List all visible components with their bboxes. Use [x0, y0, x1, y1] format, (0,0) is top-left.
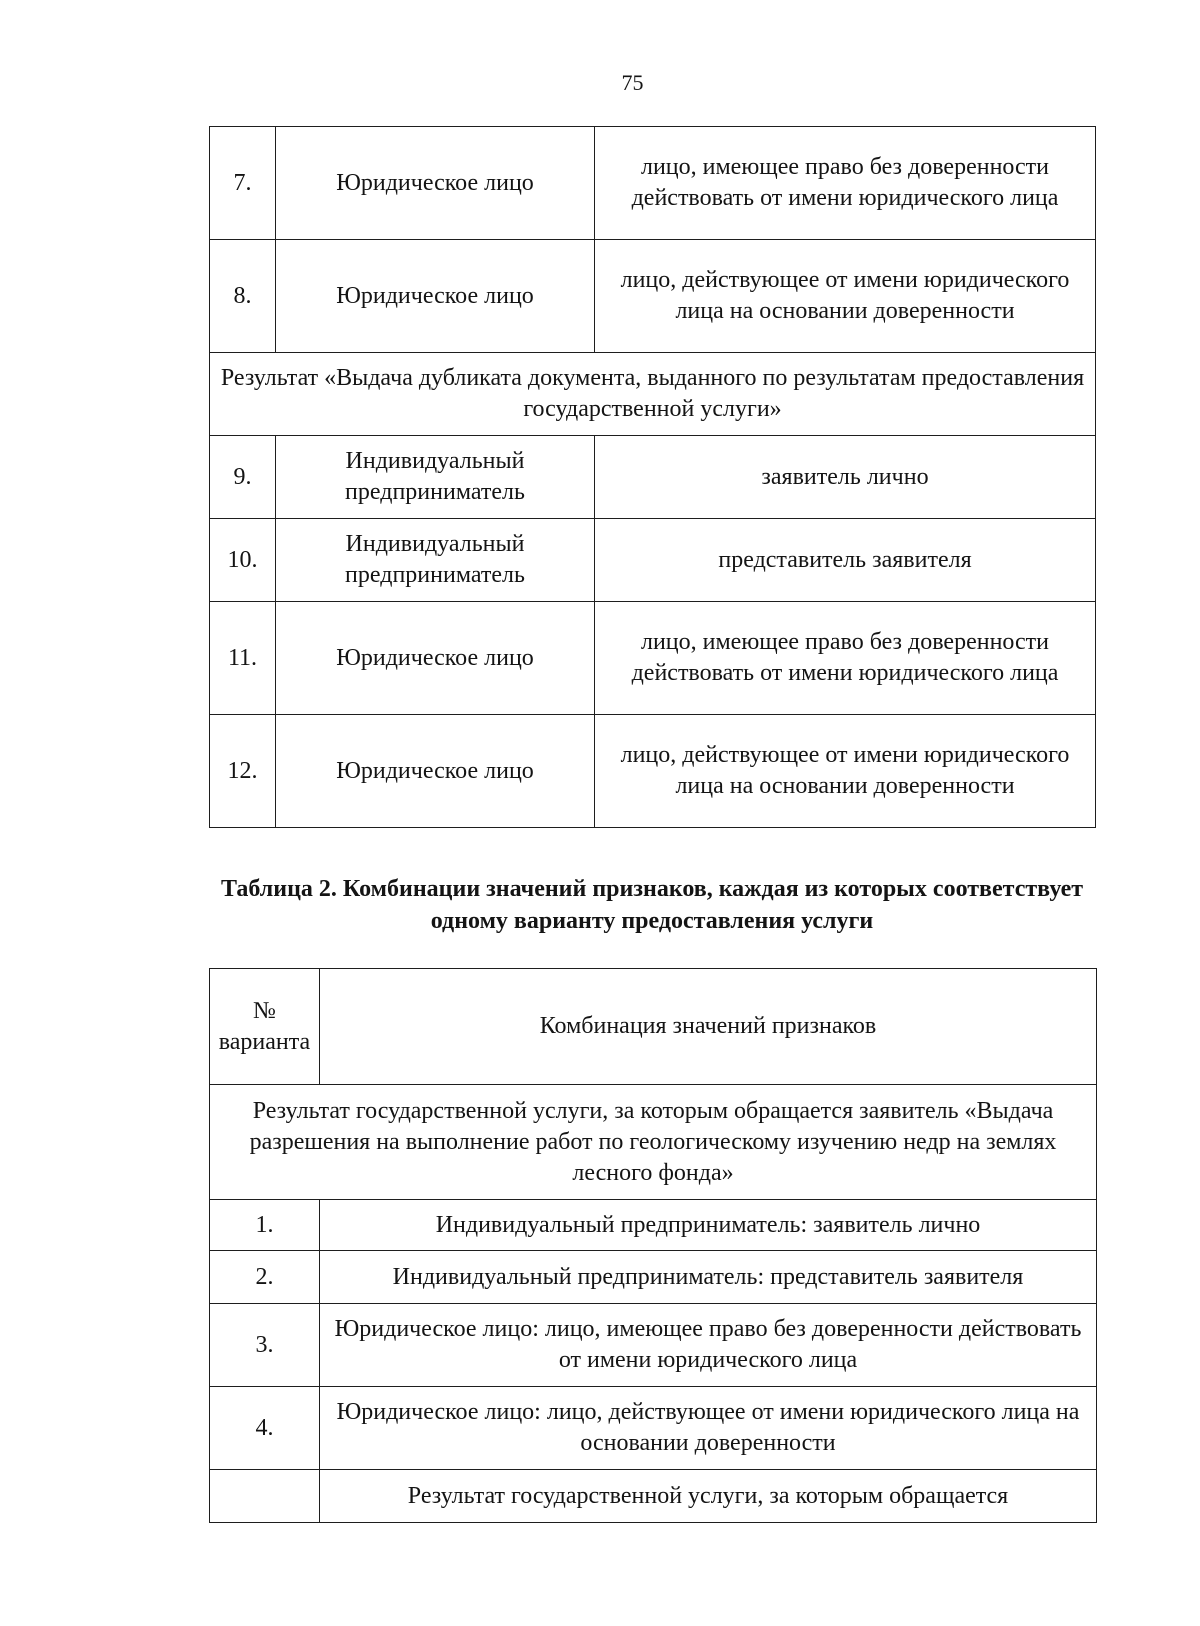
applicant-attribute: заявитель лично — [595, 436, 1096, 519]
variant-number-header: № варианта — [210, 969, 320, 1085]
applicant-type: Индивидуальный предприниматель — [276, 436, 595, 519]
row-number: 10. — [210, 519, 276, 602]
applicant-type: Индивидуальный предприниматель — [276, 519, 595, 602]
applicant-type: Юридическое лицо — [276, 240, 595, 353]
result-header-row — [210, 353, 1096, 436]
row-number: 9. — [210, 436, 276, 519]
table-row — [210, 436, 1096, 519]
variant-number: 4. — [210, 1387, 320, 1470]
applicant-attribute: лицо, действующее от имени юридического лица на основании доверенности — [595, 240, 1096, 353]
result-header: Результат «Выдача дубликата документа, выданного по результатам предоставления государственной услуги» — [210, 353, 1096, 436]
applicant-type: Юридическое лицо — [276, 127, 595, 240]
table-row — [210, 1304, 1097, 1387]
combination-value: Индивидуальный предприниматель: представитель заявителя — [320, 1251, 1097, 1304]
table-row — [210, 602, 1096, 715]
combination-header: Комбинация значений признаков — [320, 969, 1097, 1085]
table-row — [210, 1470, 1097, 1523]
combination-value: Индивидуальный предприниматель: заявитель лично — [320, 1200, 1097, 1251]
variant-number: 3. — [210, 1304, 320, 1387]
combination-value: Юридическое лицо: лицо, действующее от имени юридического лица на основании доверенности — [320, 1387, 1097, 1470]
table-2-caption: Таблица 2. Комбинации значений признаков, каждая из которых соответствует одному варианту предоставления услуги — [220, 876, 1084, 934]
table-row — [210, 715, 1096, 828]
applicant-attribute: лицо, имеющее право без доверенности действовать от имени юридического лица — [595, 127, 1096, 240]
table-row — [210, 127, 1096, 240]
page-number: 75 — [621, 70, 644, 95]
table-row — [210, 519, 1096, 602]
result-header-partial: Результат государственной услуги, за которым обращается — [320, 1470, 1097, 1523]
table-header-row — [210, 969, 1097, 1085]
variants-table-continued — [209, 126, 1096, 828]
applicant-attribute: лицо, имеющее право без доверенности действовать от имени юридического лица — [595, 602, 1096, 715]
variant-number — [210, 1470, 320, 1523]
result-header-row — [210, 1085, 1097, 1200]
variant-number: 2. — [210, 1251, 320, 1304]
row-number: 7. — [210, 127, 276, 240]
result-header: Результат государственной услуги, за которым обращается заявитель «Выдача разрешения на выполнение работ по геологическому изучению недр на землях лесного фонда» — [210, 1085, 1097, 1200]
applicant-attribute: представитель заявителя — [595, 519, 1096, 602]
table-row — [210, 1200, 1097, 1251]
table-row — [210, 240, 1096, 353]
combination-value: Юридическое лицо: лицо, имеющее право без доверенности действовать от имени юридического лица — [320, 1304, 1097, 1387]
applicant-type: Юридическое лицо — [276, 602, 595, 715]
row-number: 12. — [210, 715, 276, 828]
row-number: 8. — [210, 240, 276, 353]
applicant-type: Юридическое лицо — [276, 715, 595, 828]
row-number: 11. — [210, 602, 276, 715]
applicant-attribute: лицо, действующее от имени юридического лица на основании доверенности — [595, 715, 1096, 828]
table-row — [210, 1387, 1097, 1470]
table-row — [210, 1251, 1097, 1304]
variant-number: 1. — [210, 1200, 320, 1251]
combinations-table — [209, 968, 1097, 1523]
